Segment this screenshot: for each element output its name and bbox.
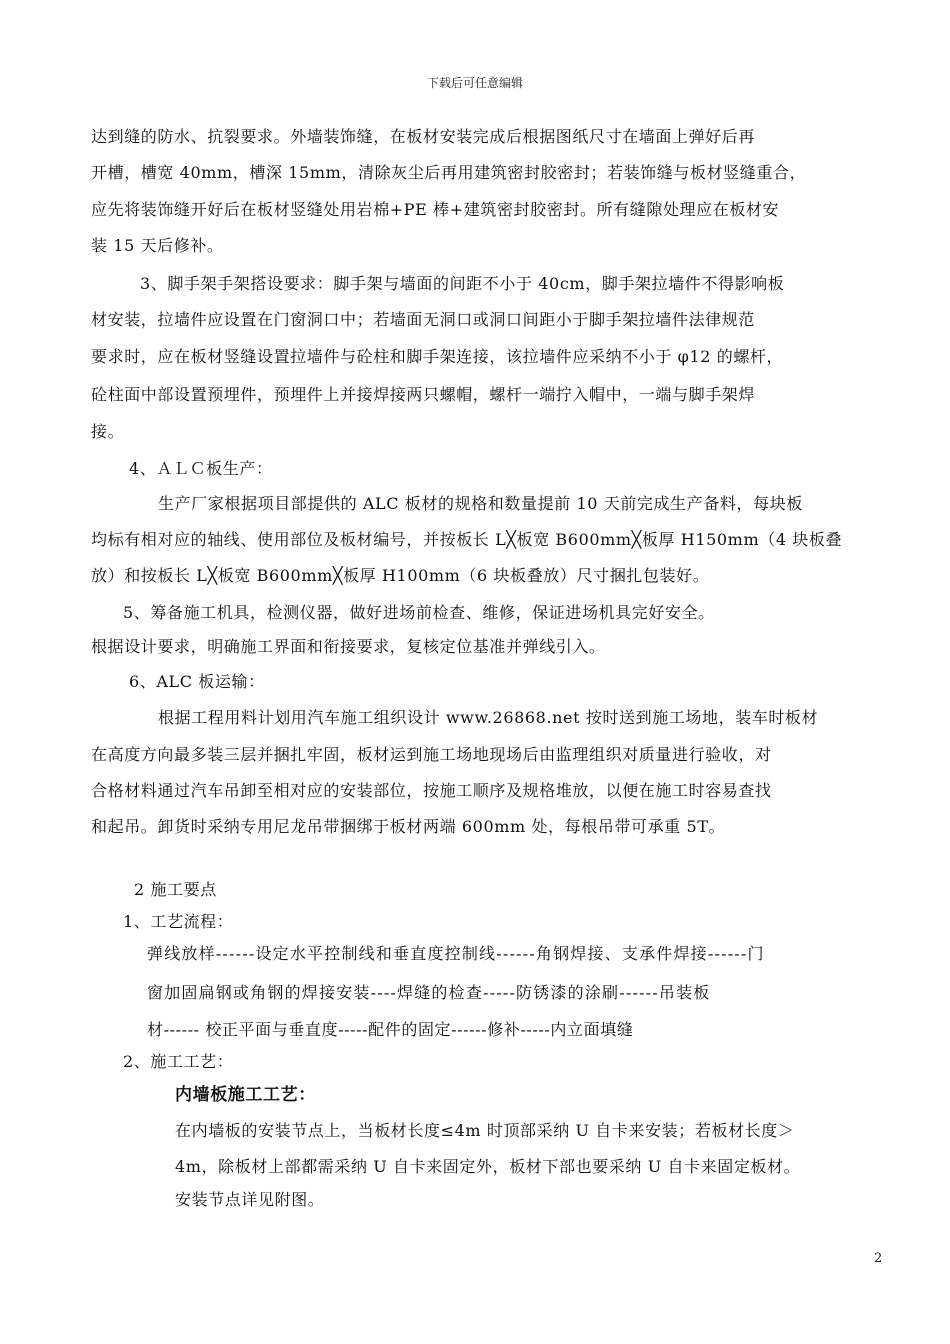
subsection-title: 内墙板施工工艺： <box>175 1085 316 1105</box>
section-heading: 6、ALC 板运输： <box>129 672 265 691</box>
page-header: 下载后可任意编辑 <box>426 76 523 90</box>
paragraph-line: 装 15 天后修补。 <box>91 236 224 255</box>
paragraph-line: 均标有相对应的轴线、使用部位及板材编号，并按板长 L╳板宽 B600mm╳板厚 H150mm（4 块板叠 <box>91 530 843 549</box>
process-flow-line: 弹线放样------设定水平控制线和垂直度控制线------角钢焊接、支承件焊接------门 <box>147 944 765 963</box>
section-heading: 1、工艺流程： <box>123 912 234 931</box>
section-heading: 4、ＡＬＣ板生产： <box>129 459 273 478</box>
paragraph-line: 安装节点详见附图。 <box>175 1190 325 1209</box>
paragraph-line: 要求时，应在板材竖缝设置拉墙件与砼柱和脚手架连接，该拉墙件应采纳不小于 φ12 的螺杆， <box>91 347 784 366</box>
paragraph-line: 开槽，槽宽 40mm，槽深 15mm，清除灰尘后再用建筑密封胶密封；若装饰缝与板材竖缝重合， <box>91 163 807 182</box>
paragraph-line: 放）和按板长 L╳板宽 B600mm╳板厚 H100mm（6 块板叠放）尺寸捆扎包装好。 <box>91 566 710 585</box>
paragraph-line: 4m，除板材上部都需采纳 U 自卡来固定外，板材下部也要采纳 U 自卡来固定板材。 <box>175 1157 801 1176</box>
section-heading: 5、筹备施工机具，检测仪器，做好进场前检查、维修，保证进场机具完好安全。 <box>123 603 715 622</box>
paragraph-line: 接。 <box>91 422 125 441</box>
paragraph-line: 在高度方向最多装三层并捆扎牢固，板材运到施工场地现场后由监理组织对质量进行验收，对 <box>91 745 772 764</box>
paragraph-line: 在内墙板的安装节点上，当板材长度≤4m 时顶部采纳 U 自卡来安装；若板材长度＞ <box>175 1121 795 1140</box>
paragraph-line: 材安装，拉墙件应设置在门窗洞口中；若墙面无洞口或洞口间距小于脚手架拉墙件法律规范 <box>91 310 756 329</box>
paragraph-line: 应先将装饰缝开好后在板材竖缝处用岩棉+PE 棒+建筑密封胶密封。所有缝隙处理应在板材安 <box>91 200 780 219</box>
paragraph-line: 砼柱面中部设置预埋件，预埋件上并接焊接两只螺帽，螺杆一端拧入帽中，一端与脚手架焊 <box>91 385 756 404</box>
page-number: 2 <box>874 1251 883 1266</box>
process-flow-line: 材------ 校正平面与垂直度-----配件的固定------修补-----内立面填缝 <box>147 1020 634 1039</box>
paragraph-line: 合格材料通过汽车吊卸至相对应的安装部位，按施工顺序及规格堆放，以便在施工时容易查找 <box>91 781 772 800</box>
section-heading: 3、脚手架手架搭设要求：脚手架与墙面的间距不小于 40cm，脚手架拉墙件不得影响板 <box>140 274 785 293</box>
paragraph-line: 达到缝的防水、抗裂要求。外墙装饰缝，在板材安装完成后根据图纸尺寸在墙面上弹好后再 <box>91 127 756 146</box>
section-title: 2 施工要点 <box>134 880 217 899</box>
process-flow-line: 窗加固扁钢或角钢的焊接安装----焊缝的检查-----防锈漆的涂刷------吊装板 <box>147 983 711 1002</box>
section-heading: 2、施工工艺： <box>123 1052 234 1071</box>
paragraph-line: 根据工程用料计划用汽车施工组织设计 www.26868.net 按时送到施工场地，装车时板材 <box>158 708 819 727</box>
paragraph-line: 生产厂家根据项目部提供的 ALC 板材的规格和数量提前 10 天前完成生产备料，每块板 <box>158 494 803 513</box>
paragraph-line: 和起吊。卸货时采纳专用尼龙吊带捆绑于板材两端 600mm 处，每根吊带可承重 5T。 <box>91 817 726 836</box>
paragraph-line: 根据设计要求，明确施工界面和衔接要求，复核定位基准并弹线引入。 <box>91 637 606 656</box>
